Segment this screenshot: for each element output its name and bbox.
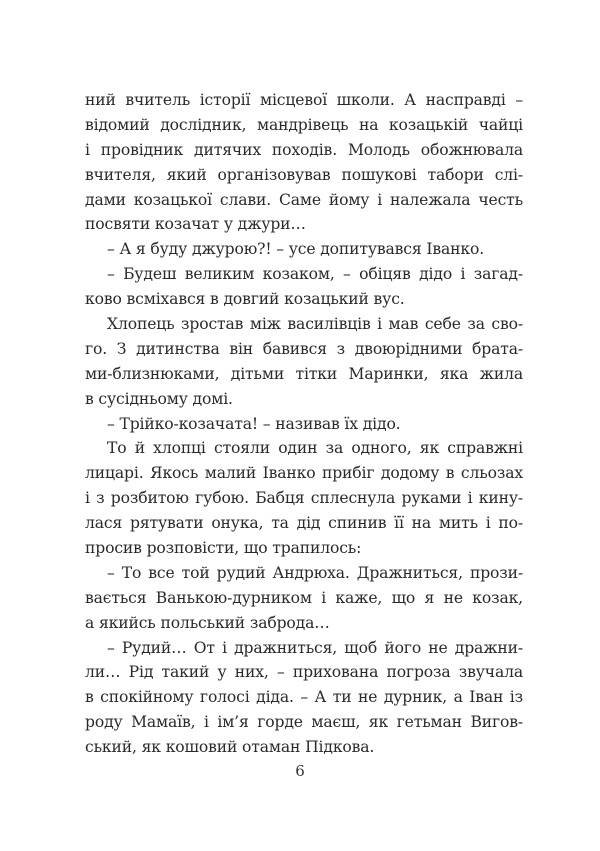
text-line: ково всміхався в довгий козацький вус. — [85, 290, 405, 309]
paragraph-start-line: Хлопець зростав між василівців і мав себе за сво- — [107, 315, 523, 334]
text-line: роду Мамаїв, і ім’я горде маєш, як гетьман Вигов- — [85, 713, 523, 732]
text-line: лицарі. Якось малий Іванко прибіг додому в сльозах — [85, 464, 523, 483]
text-line: ський, як кошовий отаман Підкова. — [85, 738, 375, 757]
text-line: ли… Рід такий у них, – прихована погроза звучала — [85, 663, 523, 682]
text-line: і провідник дитячих походів. Молодь обожнювала — [85, 140, 523, 159]
text-line: в сусідньому домі. — [85, 389, 233, 408]
dialogue-line: – А я буду джурою?! – усе допитувався Іванко. — [107, 240, 485, 259]
paragraph-start-line: То й хлопці стояли один за одного, як справжні — [107, 439, 523, 458]
page-number: 6 — [295, 762, 305, 780]
text-line: посвяти козачат у джури… — [85, 215, 306, 234]
text-line: просив розповісти, що трапилось: — [85, 539, 362, 558]
text-line: вається Ванькою-дурником і каже, що я не козак, — [85, 588, 523, 607]
text-line: і з розбитою губою. Бабця сплеснула руками і кину- — [85, 489, 523, 508]
text-line: відомий дослідник, мандрівець на козацькій чайці — [85, 115, 523, 134]
text-line: го. З дитинства він бавився з двоюрідними брата- — [85, 339, 523, 358]
dialogue-line: – Будеш великим козаком, – обіцяв дідо і загад- — [107, 265, 523, 284]
text-line: дами козацької слави. Саме йому і належала честь — [85, 190, 523, 209]
dialogue-line: – Трійко-козачата! – називав їх дідо. — [107, 414, 401, 433]
text-line: а якийсь польський заброда… — [85, 613, 330, 632]
dialogue-line: – Рудий… От і дражниться, щоб його не дражни- — [107, 638, 523, 657]
text-line: в спокійному голосі діда. – А ти не дурник, а Іван із — [85, 688, 523, 707]
dialogue-line: – То все той рудий Андрюха. Дражниться, прози- — [107, 563, 523, 582]
page-body-text — [85, 88, 523, 760]
text-line: ний вчитель історії місцевої школи. А насправді – — [85, 91, 523, 109]
text-line: лася рятувати онука, та дід спинив її на мить і по- — [85, 514, 523, 533]
text-line: вчителя, який організовував пошукові табори слі- — [85, 165, 523, 184]
text-line: ми-близнюками, дітьми тітки Маринки, яка жила — [85, 364, 523, 383]
